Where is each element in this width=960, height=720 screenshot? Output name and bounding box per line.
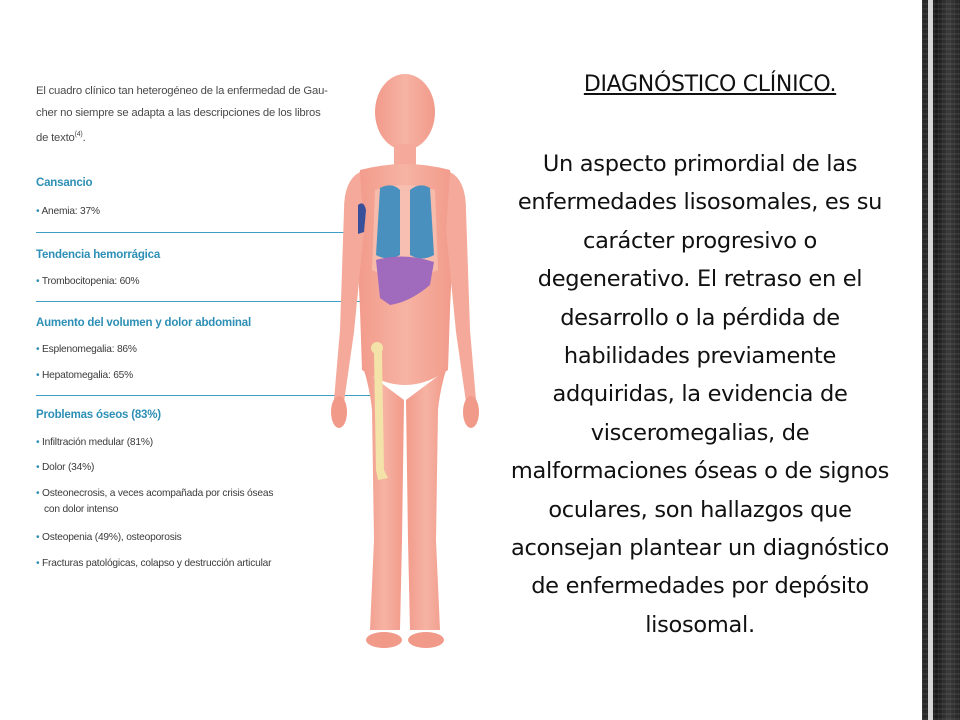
item-text: Osteonecrosis, a veces acompañada por crisis óseas: [42, 488, 274, 499]
list-item: [36, 343, 336, 357]
bullet: •: [36, 344, 40, 355]
intro-line-1: El cuadro clínico tan heterogéneo de la enfermedad de Gau-: [36, 85, 328, 97]
left-leg-shape: [364, 370, 404, 630]
left-lung-shape: [376, 185, 400, 258]
paragraph-line: visceromegalias, de: [590, 419, 810, 446]
list-item: [36, 369, 336, 383]
bullet: •: [36, 370, 40, 381]
list-item: [36, 531, 336, 545]
list-item: [36, 436, 336, 450]
slide-paragraph: [470, 145, 930, 644]
left-hand-shape: [331, 396, 347, 428]
head-shape: [375, 74, 435, 150]
intro-reference: (4): [74, 131, 83, 138]
item-text: Hepatomegalia: 65%: [42, 370, 133, 381]
item-text: Dolor (34%): [42, 462, 95, 473]
right-lung-shape: [410, 185, 434, 258]
divider-line: [36, 301, 376, 302]
intro-line-2: cher no siempre se adapta a las descripciones de los libros: [36, 107, 321, 119]
paragraph-line: aconsejan plantear un diagnóstico: [511, 535, 889, 562]
paragraph-line: adquiridas, la evidencia de: [552, 381, 848, 408]
left-foot-shape: [366, 632, 402, 648]
paragraph-line: oculares, son hallazgos que: [548, 496, 852, 523]
intro-line-3: [36, 124, 356, 149]
neck-shape: [394, 144, 416, 166]
item-text: Infiltración medular (81%): [42, 437, 153, 448]
item-text: Osteopenia (49%), osteoporosis: [42, 532, 182, 543]
femur-head-shape: [371, 342, 383, 354]
list-item-continuation: con dolor intenso: [44, 504, 119, 515]
category-aumento-volumen: Aumento del volumen y dolor abdominal: [36, 317, 251, 329]
bullet: •: [36, 558, 40, 569]
list-item: [36, 557, 336, 571]
divider-line: [36, 395, 370, 396]
slide-heading: DIAGNÓSTICO CLÍNICO.: [583, 72, 837, 97]
category-problemas-oseos: Problemas óseos (83%): [36, 409, 161, 421]
paragraph-line: de enfermedades por depósito: [531, 573, 869, 600]
bullet: •: [36, 462, 40, 473]
bullet: •: [36, 276, 40, 287]
item-text: Trombocitopenia: 60%: [41, 276, 140, 287]
paragraph-line: Un aspecto primordial de las: [542, 151, 858, 177]
category-tendencia-hemorragica: Tendencia hemorrágica: [36, 249, 161, 261]
item-text: Anemia: 37%: [41, 206, 100, 217]
item-text: Esplenomegalia: 86%: [42, 344, 137, 355]
human-body-illustration: [330, 70, 480, 655]
intro-period: .: [82, 131, 86, 144]
figure-intro-text: [36, 80, 356, 149]
bullet: •: [36, 437, 40, 448]
paragraph-line: lisosomal.: [645, 611, 755, 638]
paragraph-line: degenerativo. El retraso en el: [537, 266, 863, 293]
paragraph-line: habilidades previamente: [563, 343, 837, 370]
right-leg-shape: [406, 370, 446, 630]
item-text: Fracturas patológicas, colapso y destrucción articular: [42, 558, 272, 569]
list-item: [36, 487, 336, 501]
list-item: [36, 205, 336, 219]
bullet: •: [36, 206, 40, 217]
paragraph-line: malformaciones óseas o de signos: [510, 458, 890, 485]
bullet: •: [36, 532, 40, 543]
category-cansancio: Cansancio: [36, 177, 93, 189]
bullet: •: [36, 488, 40, 499]
paragraph-line: desarrollo o la pérdida de: [560, 304, 840, 331]
intro-line-3-text: de texto: [36, 131, 75, 144]
right-foot-shape: [408, 632, 444, 648]
list-item: [36, 275, 336, 289]
paragraph-line: carácter progresivo o: [583, 227, 817, 254]
divider-line: [36, 232, 358, 233]
list-item: [36, 461, 336, 475]
gaucher-clinical-figure: [30, 70, 440, 655]
paragraph-line: enfermedades lisosomales, es su: [517, 189, 883, 216]
